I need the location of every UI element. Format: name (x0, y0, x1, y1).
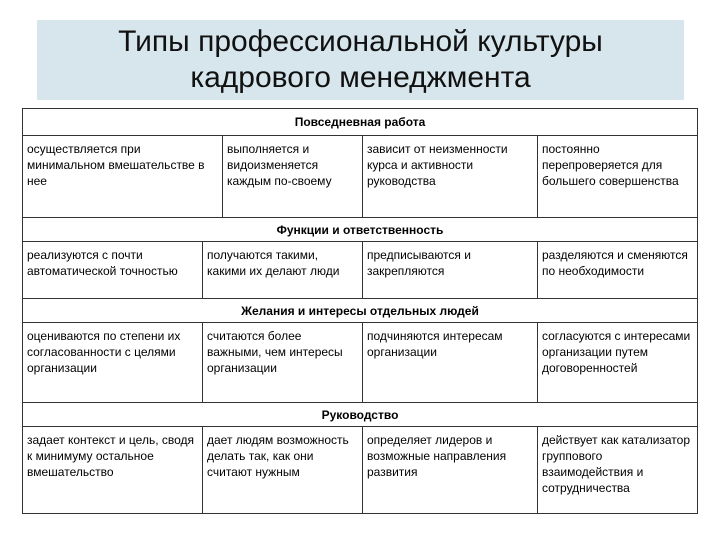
table-row (23, 427, 697, 513)
table-cell: зависит от неизменности курса и активности руководства (363, 136, 538, 217)
slide-title (37, 20, 684, 100)
title-line-1: Типы профессиональной культуры (118, 25, 603, 58)
table-cell: предписываются и закрепляются (363, 242, 538, 298)
table-cell: считаются более важными, чем интересы организации (203, 323, 363, 402)
table-cell: разделяются и сменяются по необходимости (542, 248, 688, 278)
table-cell: подчиняются интересам организации (363, 323, 538, 402)
table-cell: действует как катализатор группового взаимодействия и сотрудничества (542, 433, 691, 495)
table-row (23, 323, 697, 403)
section-heading-daily-work: Повседневная работа (23, 109, 697, 136)
section-heading-interests: Желания и интересы отдельных людей (23, 299, 697, 323)
culture-types-table (22, 108, 698, 514)
section-heading-functions: Функции и ответственность (23, 218, 697, 242)
table-row (23, 242, 697, 299)
table-cell: задает контекст и цель, сводя к минимуму остальное вмешательство (23, 427, 203, 513)
table-row (23, 136, 697, 218)
table-cell: определяет лидеров и возможные направления развития (363, 427, 538, 513)
table-cell: получаются такими, какими их делают люди (203, 242, 363, 298)
table-cell: осуществляется при минимальном вмешательстве в нее (23, 136, 223, 217)
table-cell: реализуются с почти автоматической точностью (23, 242, 203, 298)
table-cell: оцениваются по степени их согласованности с целями организации (23, 323, 203, 402)
table-cell: выполняется и видоизменяется каждым по-своему (223, 136, 363, 217)
title-line-2: кадрового менеджмента (190, 61, 531, 94)
table-cell: дает людям возможность делать так, как они считают нужным (203, 427, 363, 513)
section-heading-leadership: Руководство (23, 403, 697, 427)
table-cell: согласуются с интересами организации путем договоренностей (542, 329, 691, 375)
table-cell: постоянно перепроверяется для большего совершенства (542, 142, 679, 188)
